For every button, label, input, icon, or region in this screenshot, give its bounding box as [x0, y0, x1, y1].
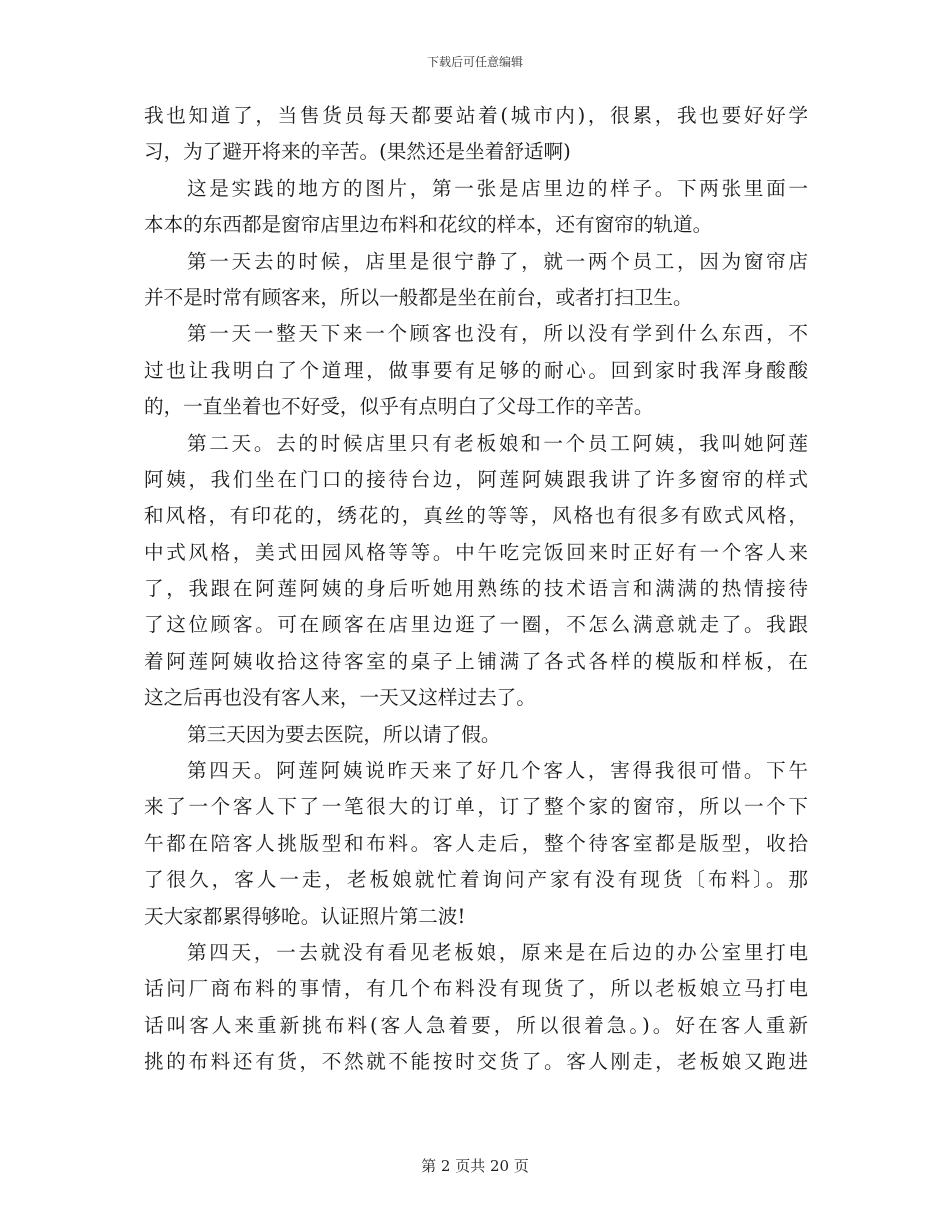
- text-line: 第一天一整天下来一个顾客也没有，所以没有学到什么东西，不: [187, 322, 808, 346]
- text-line: 来了一个客人下了一笔很大的订单，订了整个家的窗帘，所以一个下: [144, 795, 808, 819]
- text-line: 习，为了避开将来的辛苦。(果然还是坐着舒适啊): [144, 140, 571, 164]
- page-footer: 第 2 页共 20 页: [421, 1157, 529, 1175]
- text-line: 本本的东西都是窗帘店里边布料和花纹的样本，还有窗帘的轨道。: [144, 213, 713, 237]
- text-line: 第四天，一去就没有看见老板娘，原来是在后边的办公室里打电: [187, 940, 808, 964]
- text-line: 着阿莲阿姨收拾这待客室的桌子上铺满了各式各样的模版和样板，在: [144, 649, 808, 673]
- text-line: 和风格，有印花的，绣花的，真丝的等等，风格也有很多有欧式风格，: [144, 504, 808, 528]
- text-line: 了很久，客人一走，老板娘就忙着询问产家有没有现货〔布料〕。那: [144, 868, 808, 892]
- text-line: 午都在陪客人挑版型和布料。客人走后，整个待客室都是版型，收拾: [144, 831, 808, 855]
- text-line: 并不是时常有顾客来，所以一般都是坐在前台，或者打扫卫生。: [144, 285, 693, 309]
- text-line: 第一天去的时候，店里是很宁静了，就一两个员工，因为窗帘店: [187, 249, 808, 273]
- text-line: 过也让我明白了个道理，做事要有足够的耐心。回到家时我浑身酸酸: [144, 358, 808, 382]
- text-line: 第二天。去的时候店里只有老板娘和一个员工阿姨，我叫她阿莲: [187, 431, 808, 455]
- text-line: 这是实践的地方的图片，第一张是店里边的样子。下两张里面一: [187, 176, 808, 200]
- text-line: 中式风格，美式田园风格等等。中午吃完饭回来时正好有一个客人来: [144, 540, 808, 564]
- text-line: 了，我跟在阿莲阿姨的身后听她用熟练的技术语言和满满的热情接待: [144, 577, 808, 601]
- text-line: 我也知道了，当售货员每天都要站着(城市内)，很累，我也要好好学: [144, 104, 808, 127]
- text-line: 话叫客人来重新挑布料(客人急着要，所以很着急。)。好在客人重新: [144, 1013, 808, 1037]
- text-line: 挑的布料还有货，不然就不能按时交货了。客人刚走，老板娘又跑进: [144, 1050, 808, 1074]
- text-line: 第四天。阿莲阿姨说昨天来了好几个客人，害得我很可惜。下午: [187, 759, 808, 783]
- text-line: 话问厂商布料的事情，有几个布料没有现货了，所以老板娘立马打电: [144, 977, 808, 1001]
- text-line: 了这位顾客。可在顾客在店里边逛了一圈，不怎么满意就走了。我跟: [144, 613, 808, 637]
- text-line: 的，一直坐着也不好受，似乎有点明白了父母工作的辛苦。: [144, 395, 654, 419]
- text-line: 第三天因为要去医院，所以请了假。: [187, 722, 501, 746]
- body-text: [144, 98, 808, 1081]
- page-header: 下载后可任意编辑: [426, 55, 523, 69]
- text-line: 阿姨，我们坐在门口的接待台边，阿莲阿姨跟我讲了许多窗帘的样式: [144, 467, 808, 491]
- text-line: 天大家都累得够呛。认证照片第二波!: [144, 904, 466, 928]
- text-line: 这之后再也没有客人来，一天又这样过去了。: [144, 686, 536, 710]
